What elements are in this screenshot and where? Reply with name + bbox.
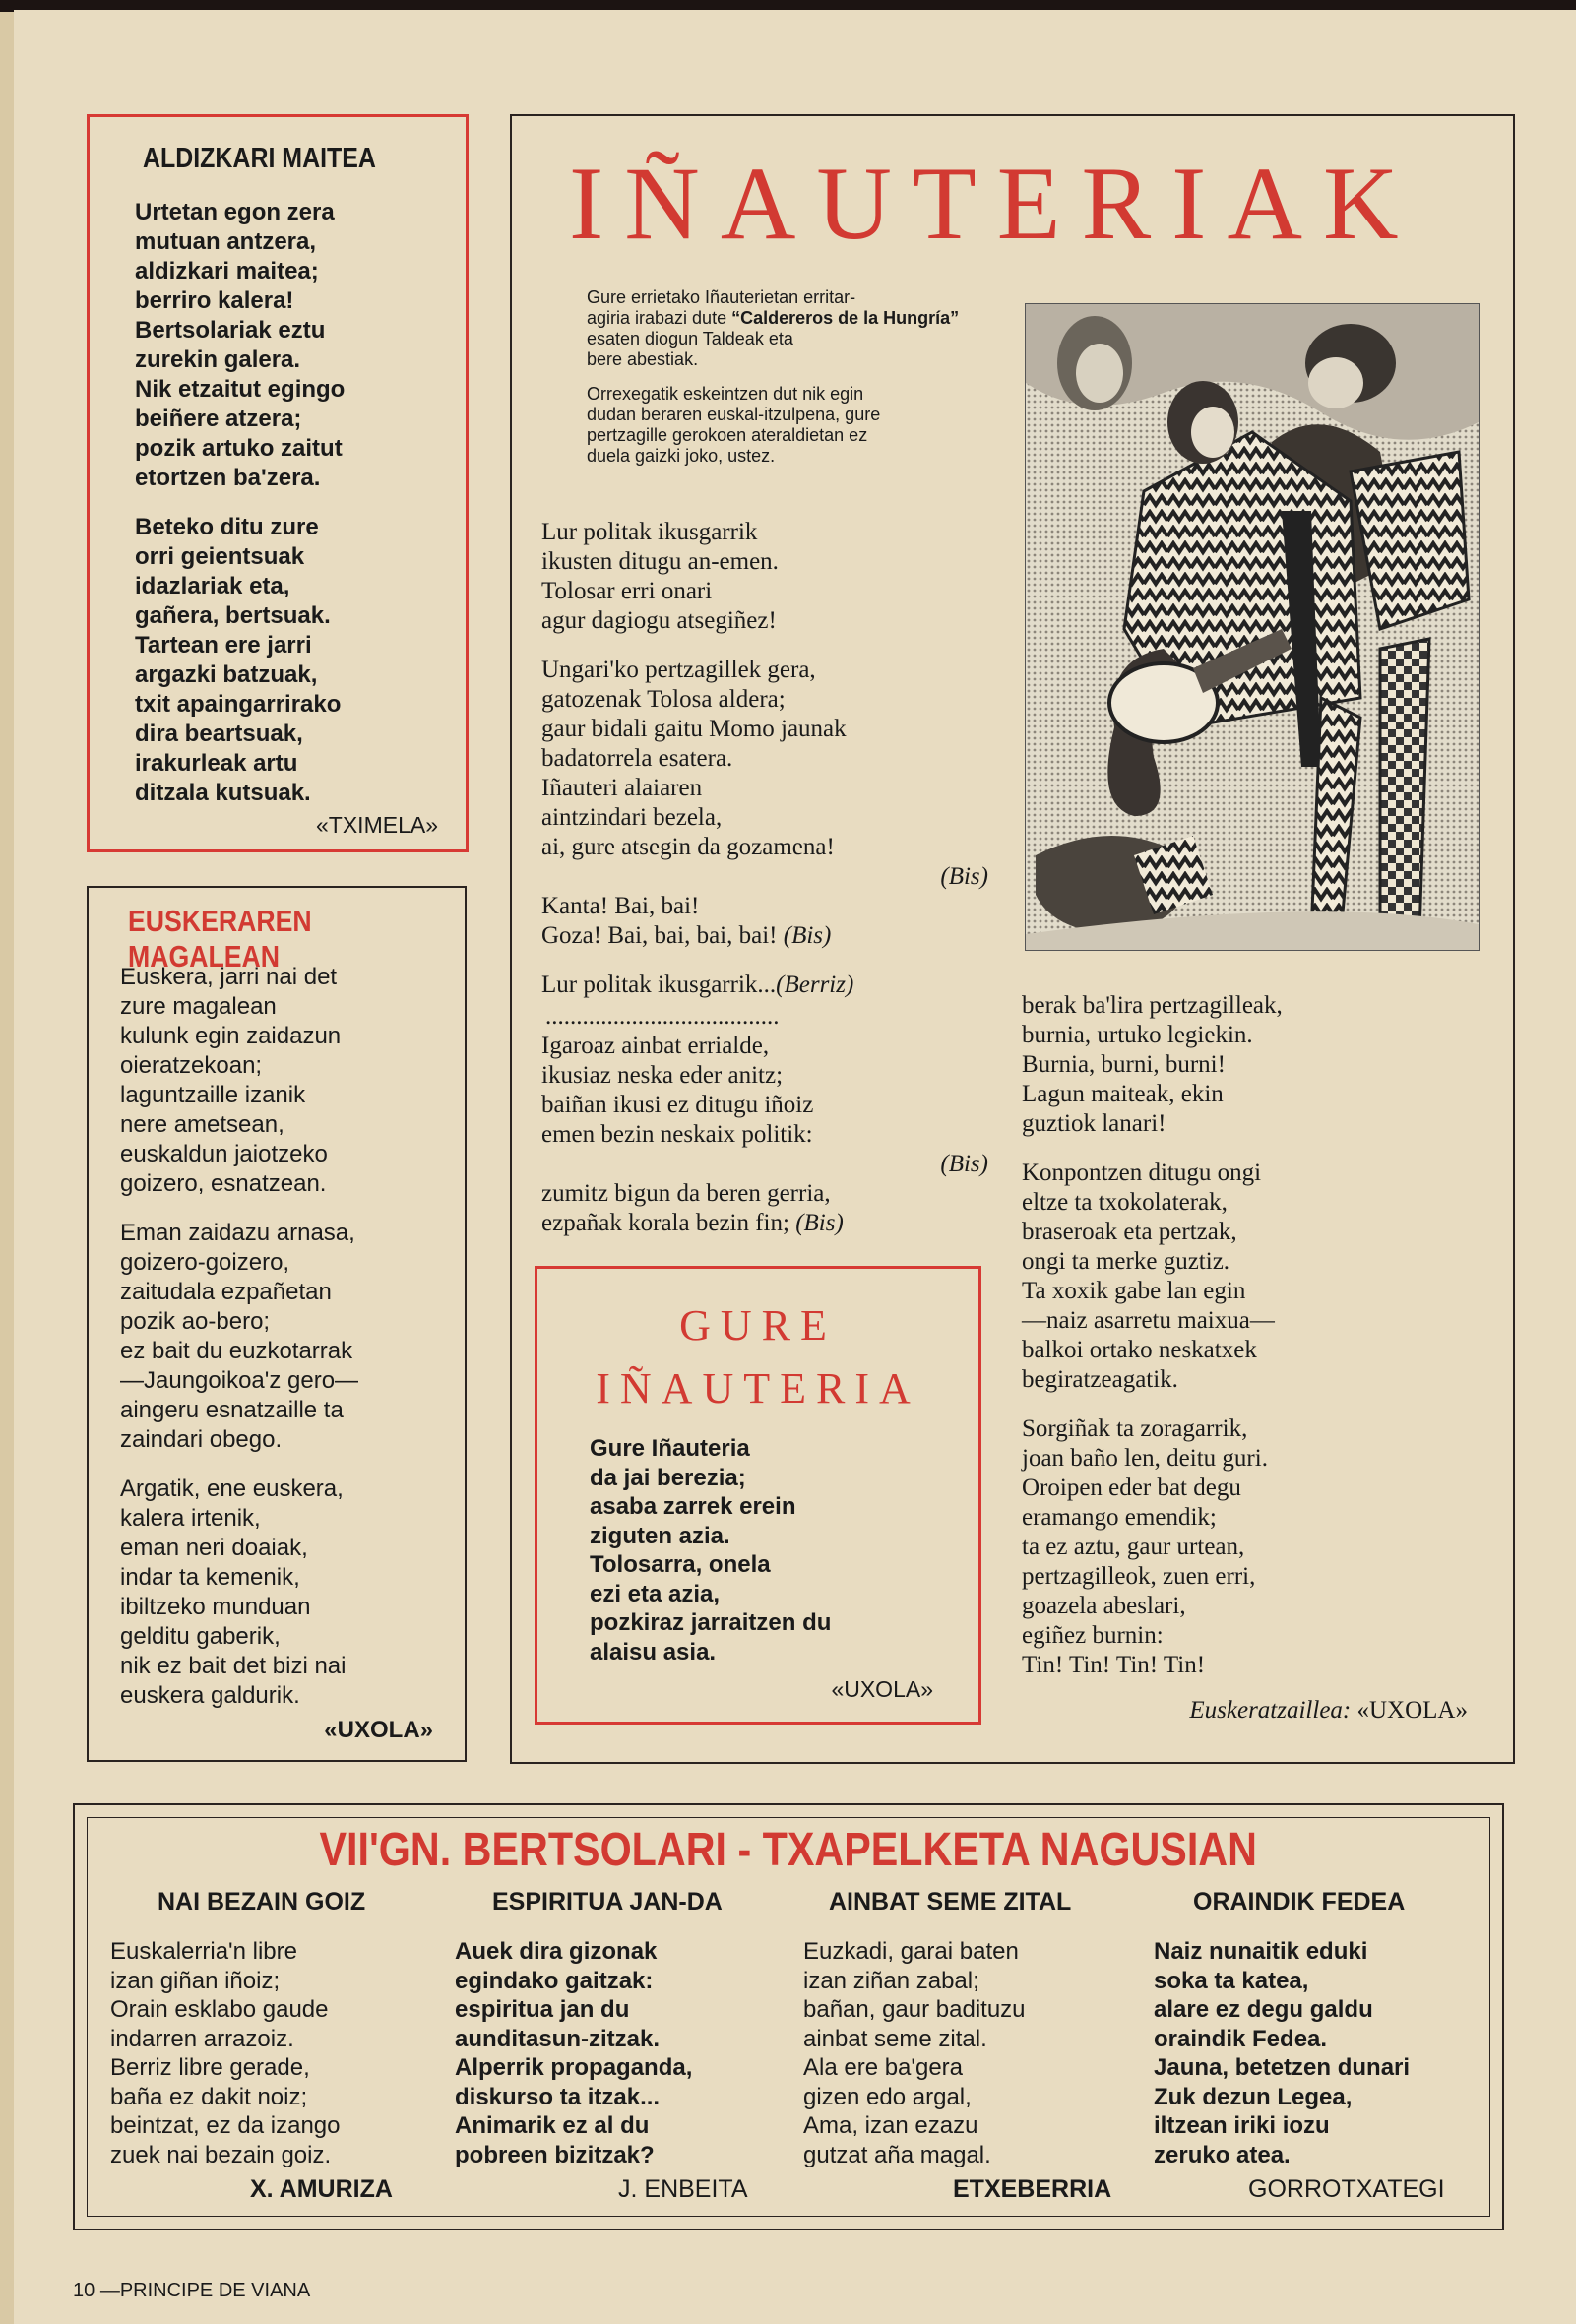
poem-line: oraindik Fedea. — [1154, 2025, 1328, 2052]
poem-line: nere ametsean, — [120, 1111, 284, 1138]
poem-line: Lur politak ikusgarrik — [541, 519, 758, 545]
poem-line: gizen edo argal, — [803, 2083, 972, 2110]
euskeraren-title: EUSKERAREN MAGALEAN — [128, 904, 312, 974]
euskeraren-signature: «UXOLA» — [324, 1717, 433, 1743]
poem-line: Burnia, burni, burni! — [1022, 1051, 1226, 1078]
poem-line: dira beartsuak, — [135, 721, 303, 747]
poem-line: berak ba'lira pertzagilleak, — [1022, 992, 1283, 1019]
poem-line: gatozenak Tolosa aldera; — [541, 686, 786, 713]
poem-line: espiritua jan du — [455, 1996, 630, 2023]
poem-line: etortzen ba'zera. — [135, 465, 321, 491]
poem-line: badatorrela esatera. — [541, 745, 733, 772]
poem-line: argazki batzuak, — [135, 661, 318, 688]
poem-line: eman neri doaiak, — [120, 1535, 308, 1561]
chorus-line: Kanta! Bai, bai! — [541, 893, 700, 919]
poem-line: pertzagilleok, zuen erri, — [1022, 1563, 1256, 1590]
poem-line: guztiok lanari! — [1022, 1110, 1166, 1137]
poem-line: Euzkadi, garai baten — [803, 1938, 1019, 1965]
poem-line: Eman zaidazu arnasa, — [120, 1220, 355, 1246]
poem-line: mutuan antzera, — [135, 228, 317, 255]
poem-line: goazela abeslari, — [1022, 1593, 1186, 1619]
poem-line: Sorgiñak ta zoragarrik, — [1022, 1415, 1248, 1442]
poem-line: Bertsolariak eztu — [135, 317, 326, 344]
poem-line: Naiz nunaitik eduki — [1154, 1938, 1368, 1965]
poem-line: begiratzeagatik. — [1022, 1366, 1178, 1393]
intro-line: pertzagille gerokoen ateraldietan ez — [587, 425, 868, 445]
poem-line: gutzat aña magal. — [803, 2141, 991, 2168]
poem-line: ta ez aztu, gaur urtean, — [1022, 1534, 1245, 1560]
poem-line: baña ez dakit noiz; — [110, 2083, 308, 2110]
poem-line: Tolosarra, onela — [590, 1551, 771, 1578]
poem-line: euskaldun jaiotzeko — [120, 1141, 328, 1167]
poem-line: ibiltzeko munduan — [120, 1594, 311, 1620]
poem-line: ditzala kutsuak. — [135, 780, 311, 806]
poem-line: zeruko atea. — [1154, 2141, 1291, 2168]
poem-line: Igaroaz ainbat errialde, — [541, 1033, 770, 1059]
col-1-author: X. AMURIZA — [250, 2175, 393, 2203]
poem-line: laguntzaille izanik — [120, 1082, 306, 1108]
poem-line: braseroak eta pertzak, — [1022, 1219, 1237, 1245]
poem-line: izan giñan iñoiz; — [110, 1967, 281, 1994]
col-1-heading: NAI BEZAIN GOIZ — [158, 1888, 366, 1916]
poem-line: zaindari obego. — [120, 1426, 283, 1453]
poem-line: joan baño len, deitu guri. — [1022, 1445, 1268, 1472]
poem-line: indarren arrazoiz. — [110, 2025, 294, 2052]
aldizkari-title: ALDIZKARI MAITEA — [143, 143, 376, 174]
poem-line: da jai berezia; — [590, 1464, 746, 1491]
poem-line: Oroipen eder bat degu — [1022, 1475, 1241, 1501]
intro-line: duela gaizki joko, ustez. — [587, 446, 776, 466]
publication-name: —PRINCIPE DE VIANA — [99, 2280, 311, 2301]
poem-line: gaur bidali gaitu Momo jaunak — [541, 716, 847, 742]
intro-line: Orrexegatik eskeintzen dut nik egin — [587, 384, 864, 404]
poem-line: iltzean iriki iozu — [1154, 2112, 1330, 2139]
col-2-heading: ESPIRITUA JAN-DA — [492, 1888, 723, 1916]
poem-line: Gure Iñauteria — [590, 1435, 750, 1462]
poem-line: idazlariak eta, — [135, 573, 290, 599]
poem-line: ziguten azia. — [590, 1522, 730, 1549]
poem-line: berriro kalera! — [135, 287, 294, 314]
poem-line: Lagun maiteak, ekin — [1022, 1081, 1224, 1107]
ellipsis-line: ...................................... — [545, 1003, 780, 1030]
txapelketa-title: VII'GN. BERTSOLARI - TXAPELKETA NAGUSIAN — [319, 1824, 1258, 1876]
poem-line: ikusten ditugu an-emen. — [541, 548, 779, 575]
intro-line: dudan beraren euskal-itzulpena, gure — [587, 405, 881, 424]
poem-line: euskera galdurik. — [120, 1682, 300, 1709]
poem-line: eramango emendik; — [1022, 1504, 1217, 1531]
col-3-heading: AINBAT SEME ZITAL — [829, 1888, 1072, 1916]
poem-line: soka ta katea, — [1154, 1967, 1309, 1994]
poem-line: pobreen bizitzak? — [455, 2141, 655, 2168]
poem-line: Orain esklabo gaude — [110, 1996, 329, 2023]
poem-line: Ama, izan ezazu — [803, 2112, 978, 2139]
poem-line: Nik etzaitut egingo — [135, 376, 346, 403]
poem-line: beiñere atzera; — [135, 406, 302, 432]
poem-line: Auek dira gizonak — [455, 1938, 658, 1965]
poem-line: egindako gaitzak: — [455, 1967, 654, 1994]
aldizkari-poem — [135, 198, 345, 828]
poem-line: kalera irtenik, — [120, 1505, 261, 1532]
poem-line: Iñauteri alaiaren — [541, 775, 703, 801]
poem-line: zuek nai bezain goiz. — [110, 2141, 332, 2168]
poem-line: orri geientsuak — [135, 543, 305, 570]
poem-line: Konpontzen ditugu ongi — [1022, 1160, 1262, 1186]
poem-line: gelditu gaberik, — [120, 1623, 281, 1650]
poem-line: pozkiraz jarraitzen du — [590, 1609, 832, 1636]
poem-line: emen bezin neskaix politik: — [541, 1121, 813, 1148]
poem-line: Euskera, jarri nai det — [120, 964, 338, 990]
poem-line: oieratzekoan; — [120, 1052, 263, 1079]
poem-line: —naiz asarretu maixua— — [1022, 1307, 1275, 1334]
poem-line: ai, gure atsegin da gozamena! — [541, 834, 835, 860]
poem-line: Argatik, ene euskera, — [120, 1476, 344, 1502]
poem-line: ikusiaz neska eder anitz; — [541, 1062, 784, 1089]
poem-line: pozik artuko zaitut — [135, 435, 343, 462]
poem-line: goizero-goizero, — [120, 1249, 290, 1276]
poem-line: eltze ta txokolaterak, — [1022, 1189, 1228, 1216]
poem-line: pozik ao-bero; — [120, 1308, 271, 1335]
poem-line: zurekin galera. — [135, 346, 301, 373]
poem-line: Alperrik propaganda, — [455, 2054, 693, 2081]
poem-line: izan ziñan zabal; — [803, 1967, 979, 1994]
saxophone-player-illustration — [1025, 303, 1480, 951]
poem-line: aldizkari maitea; — [135, 258, 319, 284]
poem-line: ongi ta merke guztiz. — [1022, 1248, 1230, 1275]
chorus-line: Goza! Bai, bai, bai, bai! (Bis) — [541, 922, 832, 949]
poem-line: asaba zarrek erein — [590, 1493, 796, 1520]
poem-line: aintzindari bezela, — [541, 804, 723, 831]
poem-line: txit apaingarrirako — [135, 691, 342, 718]
page-footer — [73, 2280, 310, 2302]
poem-line: —Jaungoikoa'z gero— — [120, 1367, 359, 1394]
aldizkari-signature: «TXIMELA» — [316, 812, 438, 838]
poem-line: ez bait du euzkotarrak — [120, 1338, 353, 1364]
poem-line: Animarik ez al du — [455, 2112, 650, 2139]
poem-line: Jauna, betetzen dunari — [1154, 2054, 1411, 2081]
poem-line: aunditasun-zitzak. — [455, 2025, 661, 2052]
poem-line: indar ta kemenik, — [120, 1564, 300, 1591]
poem-line: ainbat seme zital. — [803, 2025, 987, 2052]
poem-line: egiñez burnin: — [1022, 1622, 1164, 1649]
poem-line: baiñan ikusi ez ditugu iñoiz — [541, 1092, 814, 1118]
col-4-heading: ORAINDIK FEDEA — [1193, 1888, 1406, 1916]
poem-line: diskurso ta itzak... — [455, 2083, 661, 2110]
poem-line: bañan, gaur badituzu — [803, 1996, 1026, 2023]
poem-line: aingeru esnatzaille ta — [120, 1397, 344, 1423]
poem-line: Euskalerria'n libre — [110, 1938, 297, 1965]
poem-line: Tolosar erri onari — [541, 578, 713, 604]
poem-line: ezi eta azia, — [590, 1580, 721, 1607]
col-3-author: ETXEBERRIA — [953, 2175, 1112, 2203]
gure-signature: «UXOLA» — [831, 1676, 933, 1702]
poem-line: kulunk egin zaidazun — [120, 1023, 342, 1049]
euskeraren-box — [87, 886, 467, 1762]
poem-line: zaitudala ezpañetan — [120, 1279, 332, 1305]
poem-line: zure magalean — [120, 993, 277, 1020]
poem-line: agur dagiogu atsegiñez! — [541, 607, 777, 634]
poem-line: goizero, esnatzean. — [120, 1170, 327, 1197]
poem-line: Beteko ditu zure — [135, 514, 319, 540]
poem-line: burnia, urtuko legiekin. — [1022, 1022, 1253, 1048]
poem-line: balkoi ortako neskatxek — [1022, 1337, 1257, 1363]
aldizkari-box — [87, 114, 469, 852]
bis-note-2: (Bis) — [940, 1151, 988, 1177]
poem-line: gañera, bertsuak. — [135, 602, 331, 629]
poem-line: Ungari'ko pertzagillek gera, — [541, 657, 816, 683]
gure-title-2: IÑAUTERIA — [596, 1364, 920, 1413]
poem-line: Ala ere ba'gera — [803, 2054, 964, 2081]
poem-line: Urtetan egon zera — [135, 199, 335, 225]
poem-line: Tartean ere jarri — [135, 632, 312, 659]
col-4-author: GORROTXATEGI — [1248, 2175, 1445, 2203]
inauteriak-title: IÑAUTERIAK — [569, 146, 1419, 261]
txapelketa-columns — [102, 1888, 1481, 2213]
poem-line: alaisu asia. — [590, 1638, 717, 1665]
euskeraren-poem — [120, 963, 358, 1730]
translator-credit: Euskeratzaillea: «UXOLA» — [1189, 1697, 1468, 1724]
poem-line: alare ez degu galdu — [1154, 1996, 1373, 2023]
gure-title-1: GURE — [679, 1301, 837, 1350]
inauteriak-song-left: Lur politak ikusgarrik ikusten ditugu an-emen. Tolosar erri onari agur dagiogu atsegiñez! Ungari'ko pertzagillek gera, gatozenak Tolosa aldera; gaur bidali gaitu Momo jaunak badatorrela esatera. Iñauteri alaiaren aintzindari bezela, ai, gure atsegin da gozamena! (Bis) Kanta! Bai, bai! Goza! Bai, bai, bai, bai! (Bis) Lur politak ikusgarrik...(Berriz) ...................................... Igaroaz ainbat errialde, ikusiaz neska eder anitz; baiñan ikusi ez ditugu iñoiz emen bezin neskaix politik: (Bis) zumitz bigun da beren gerria, ezpañak korala bezin fin; (Bis) — [541, 519, 988, 1236]
poem-line: nik ez bait det bizi nai — [120, 1653, 347, 1679]
bis-note: (Bis) — [940, 863, 988, 890]
poem-line: Ta xoxik gabe lan egin — [1022, 1278, 1246, 1304]
poem-line: beintzat, ez da izango — [110, 2112, 341, 2139]
gure-poem — [590, 1434, 831, 1666]
gure-inauteria-box — [535, 1266, 981, 1725]
inauteriak-song-right — [1022, 991, 1484, 1700]
inauteriak-intro: Gure errietako Iñauterietan erritar- agiria irabazi dute “Caldereros de la Hungría” esaten diogun Taldeak eta bere abestiak. Orrexegatik eskeintzen dut nik egin dudan beraren euskal-itzulpena, gure pertzagille gerokoen ateraldietan ez duela gaizki joko, ustez. — [587, 287, 975, 467]
page-number: 10 — [73, 2280, 95, 2301]
col-2-author: J. ENBEITA — [618, 2175, 748, 2203]
poem-line: Zuk dezun Legea, — [1154, 2083, 1353, 2110]
poem-line: Tin! Tin! Tin! Tin! — [1022, 1652, 1206, 1678]
poem-line: irakurleak artu — [135, 750, 298, 777]
poem-line: Berriz libre gerade, — [110, 2054, 310, 2081]
